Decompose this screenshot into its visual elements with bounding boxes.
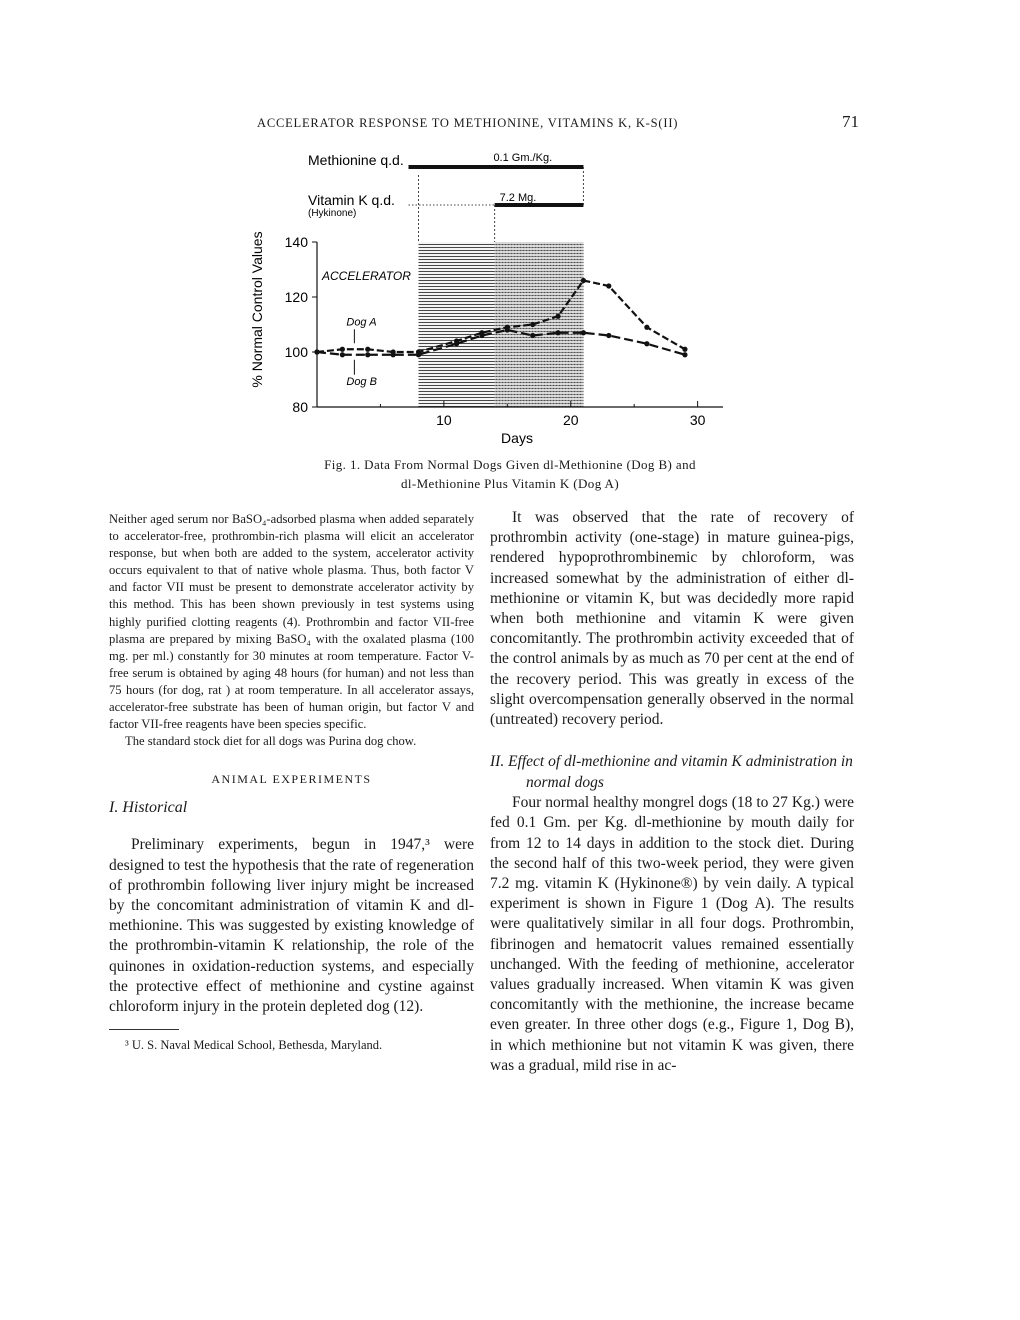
y-tick-label: 100 [284, 344, 308, 360]
accelerator-label: ACCELERATOR [322, 269, 411, 283]
historical-paragraph: Preliminary experiments, begun in 1947,³ were designed to test the hypothesis that the rate of regeneration of prothrombin following liver injury might be increased by the concomitant administration of vitamin K and dl-methionine. This was suggested by existing knowledge of the prothrombin-vitamin K relationship, the role of the quinones in oxidation-reduction systems, and especially the protective effect of methionine and cystine against chloroform injury in the protein depleted dog (12). [109, 836, 474, 1015]
section-heading: ANIMAL EXPERIMENTS [211, 772, 372, 787]
methionine-bar-label: Methionine q.d. [308, 152, 404, 168]
data-point-dog-b [365, 352, 370, 357]
vitamin-k-dose-label: 7.2 Mg. [499, 192, 537, 204]
y-tick-label: 140 [284, 234, 308, 250]
right-column [490, 508, 854, 1076]
x-tick-label: 10 [436, 412, 452, 428]
caption-line-1: Fig. 1. Data From Normal Dogs Given dl-Methionine (Dog B) and [324, 457, 696, 472]
x-tick-label: 30 [689, 412, 706, 428]
dogs-paragraph: Four normal healthy mongrel dogs (18 to 27 Kg.) were fed 0.1 Gm. per Kg. dl-methionine by mouth daily for from 12 to 14 days in addition to the stock diet. During the second half of this two-week period, they were given 7.2 mg. vitamin K (Hykinone®) by vein daily. A typical experiment is shown in Figure 1 (Dog A). The results were qualitatively similar in all four dogs. Prothrombin, fibrinogen and hematocrit values remained essentially unchanged. With the feeding of methionine, accelerator values gradually increased. When vitamin K was given concomitantly with the methionine, the increase became even greater. In three other dogs (e.g., Figure 1, Dog B), in which methionine but not vitamin K was given, there was a gradual, mild rise in ac- [490, 794, 854, 1074]
subheading-effect-text: II. Effect of dl-methionine and vitamin K administration in normal dogs [490, 753, 853, 791]
data-point-dog-b [555, 330, 560, 335]
guinea-pig-paragraph: It was observed that the rate of recovery of prothrombin activity (one-stage) in mature guinea-pigs, rendered hypoprothrombinemic by chloroform, was increased somewhat by the administration of either dl-methionine or vitamin K, but was decidedly more rapid when both methionine and vitamin K were given concomitantly. The prothrombin activity exceeded that of the control animals by as much as 70 per cent at the end of the recovery period. This was greatly in excess of the slight overcompensation generally observed in the normal (untreated) recovery period. [490, 509, 854, 729]
data-point-dog-b [479, 333, 484, 338]
y-tick-label: 80 [292, 399, 308, 415]
page-number: 71 [842, 112, 859, 131]
dog-a-annotation: Dog A [346, 316, 377, 329]
data-point-dog-a [530, 322, 535, 327]
data-point-dog-b [682, 352, 687, 357]
data-point-dog-b [454, 341, 459, 346]
data-point-dog-b [340, 352, 345, 357]
data-point-dog-b [391, 352, 396, 357]
data-point-dog-b [530, 333, 535, 338]
figure-caption [240, 455, 780, 493]
running-head: ACCELERATOR RESPONSE TO METHIONINE, VITAMINS K, K-S(II) [257, 116, 679, 130]
methionine-dose-label: 0.1 Gm./Kg. [493, 152, 553, 164]
data-point-dog-b [505, 327, 510, 332]
y-axis-title: % Normal Control Values [249, 231, 265, 388]
data-point-dog-a [555, 314, 560, 319]
x-tick-label: 20 [562, 412, 579, 428]
data-point-dog-b [416, 352, 421, 357]
subheading-effect [490, 752, 854, 793]
caption-line-2: dl-Methionine Plus Vitamin K (Dog A) [400, 476, 620, 491]
data-point-dog-a [644, 325, 649, 330]
data-point-dog-b [606, 333, 611, 338]
y-tick-label: 120 [284, 289, 308, 305]
left-column [109, 511, 474, 1053]
data-point-dog-b [581, 330, 586, 335]
data-point-dog-a [365, 347, 370, 352]
footnote: ³ U. S. Naval Medical School, Bethesda, Maryland. [125, 1038, 383, 1053]
data-point-dog-a [581, 278, 586, 283]
hykinone-label: (Hykinone) [308, 208, 357, 219]
vitamin-k-bar-label: Vitamin K q.d. [308, 192, 395, 208]
diet-paragraph: The standard stock diet for all dogs was Purina dog chow. [125, 734, 417, 749]
footnote-rule [109, 1029, 179, 1030]
dog-b-annotation: Dog B [346, 375, 377, 388]
data-point-dog-b [314, 349, 319, 354]
methods-paragraph: Neither aged serum nor BaSO₄-adsorbed plasma when added separately to accelerator-free, prothrombin-rich plasma will elicit an accelerator response, but when both are added to the system, accelerator activity occurs equivalent to that of native whole plasma. Thus, both factor V and factor VII must be present to demonstrate accelerator activity by this method. This has been shown previously in test systems using highly purified clotting reagents (4). Prothrombin and factor VII-free plasma are prepared by mixing BaSO₄ with the oxalated plasma (100 mg. per ml.) constantly for 30 minutes at room temperature. Factor V-free serum is obtained by aging 48 hours (for human) and not less than 75 hours (for dog, rat ) at room temperature. In all accelerator assays, accelerator-free substrate has been of human origin, but factor V and factor VII-free reagents have been species specific. [109, 512, 474, 732]
data-point-dog-a [340, 347, 345, 352]
subheading-historical: I. Historical [109, 799, 188, 817]
data-point-dog-a [606, 283, 611, 288]
data-point-dog-a [682, 347, 687, 352]
data-point-dog-b [644, 341, 649, 346]
vitamin-k-overlay [495, 242, 584, 407]
x-axis-title: Days [501, 430, 533, 446]
figure-1-chart [240, 135, 750, 455]
